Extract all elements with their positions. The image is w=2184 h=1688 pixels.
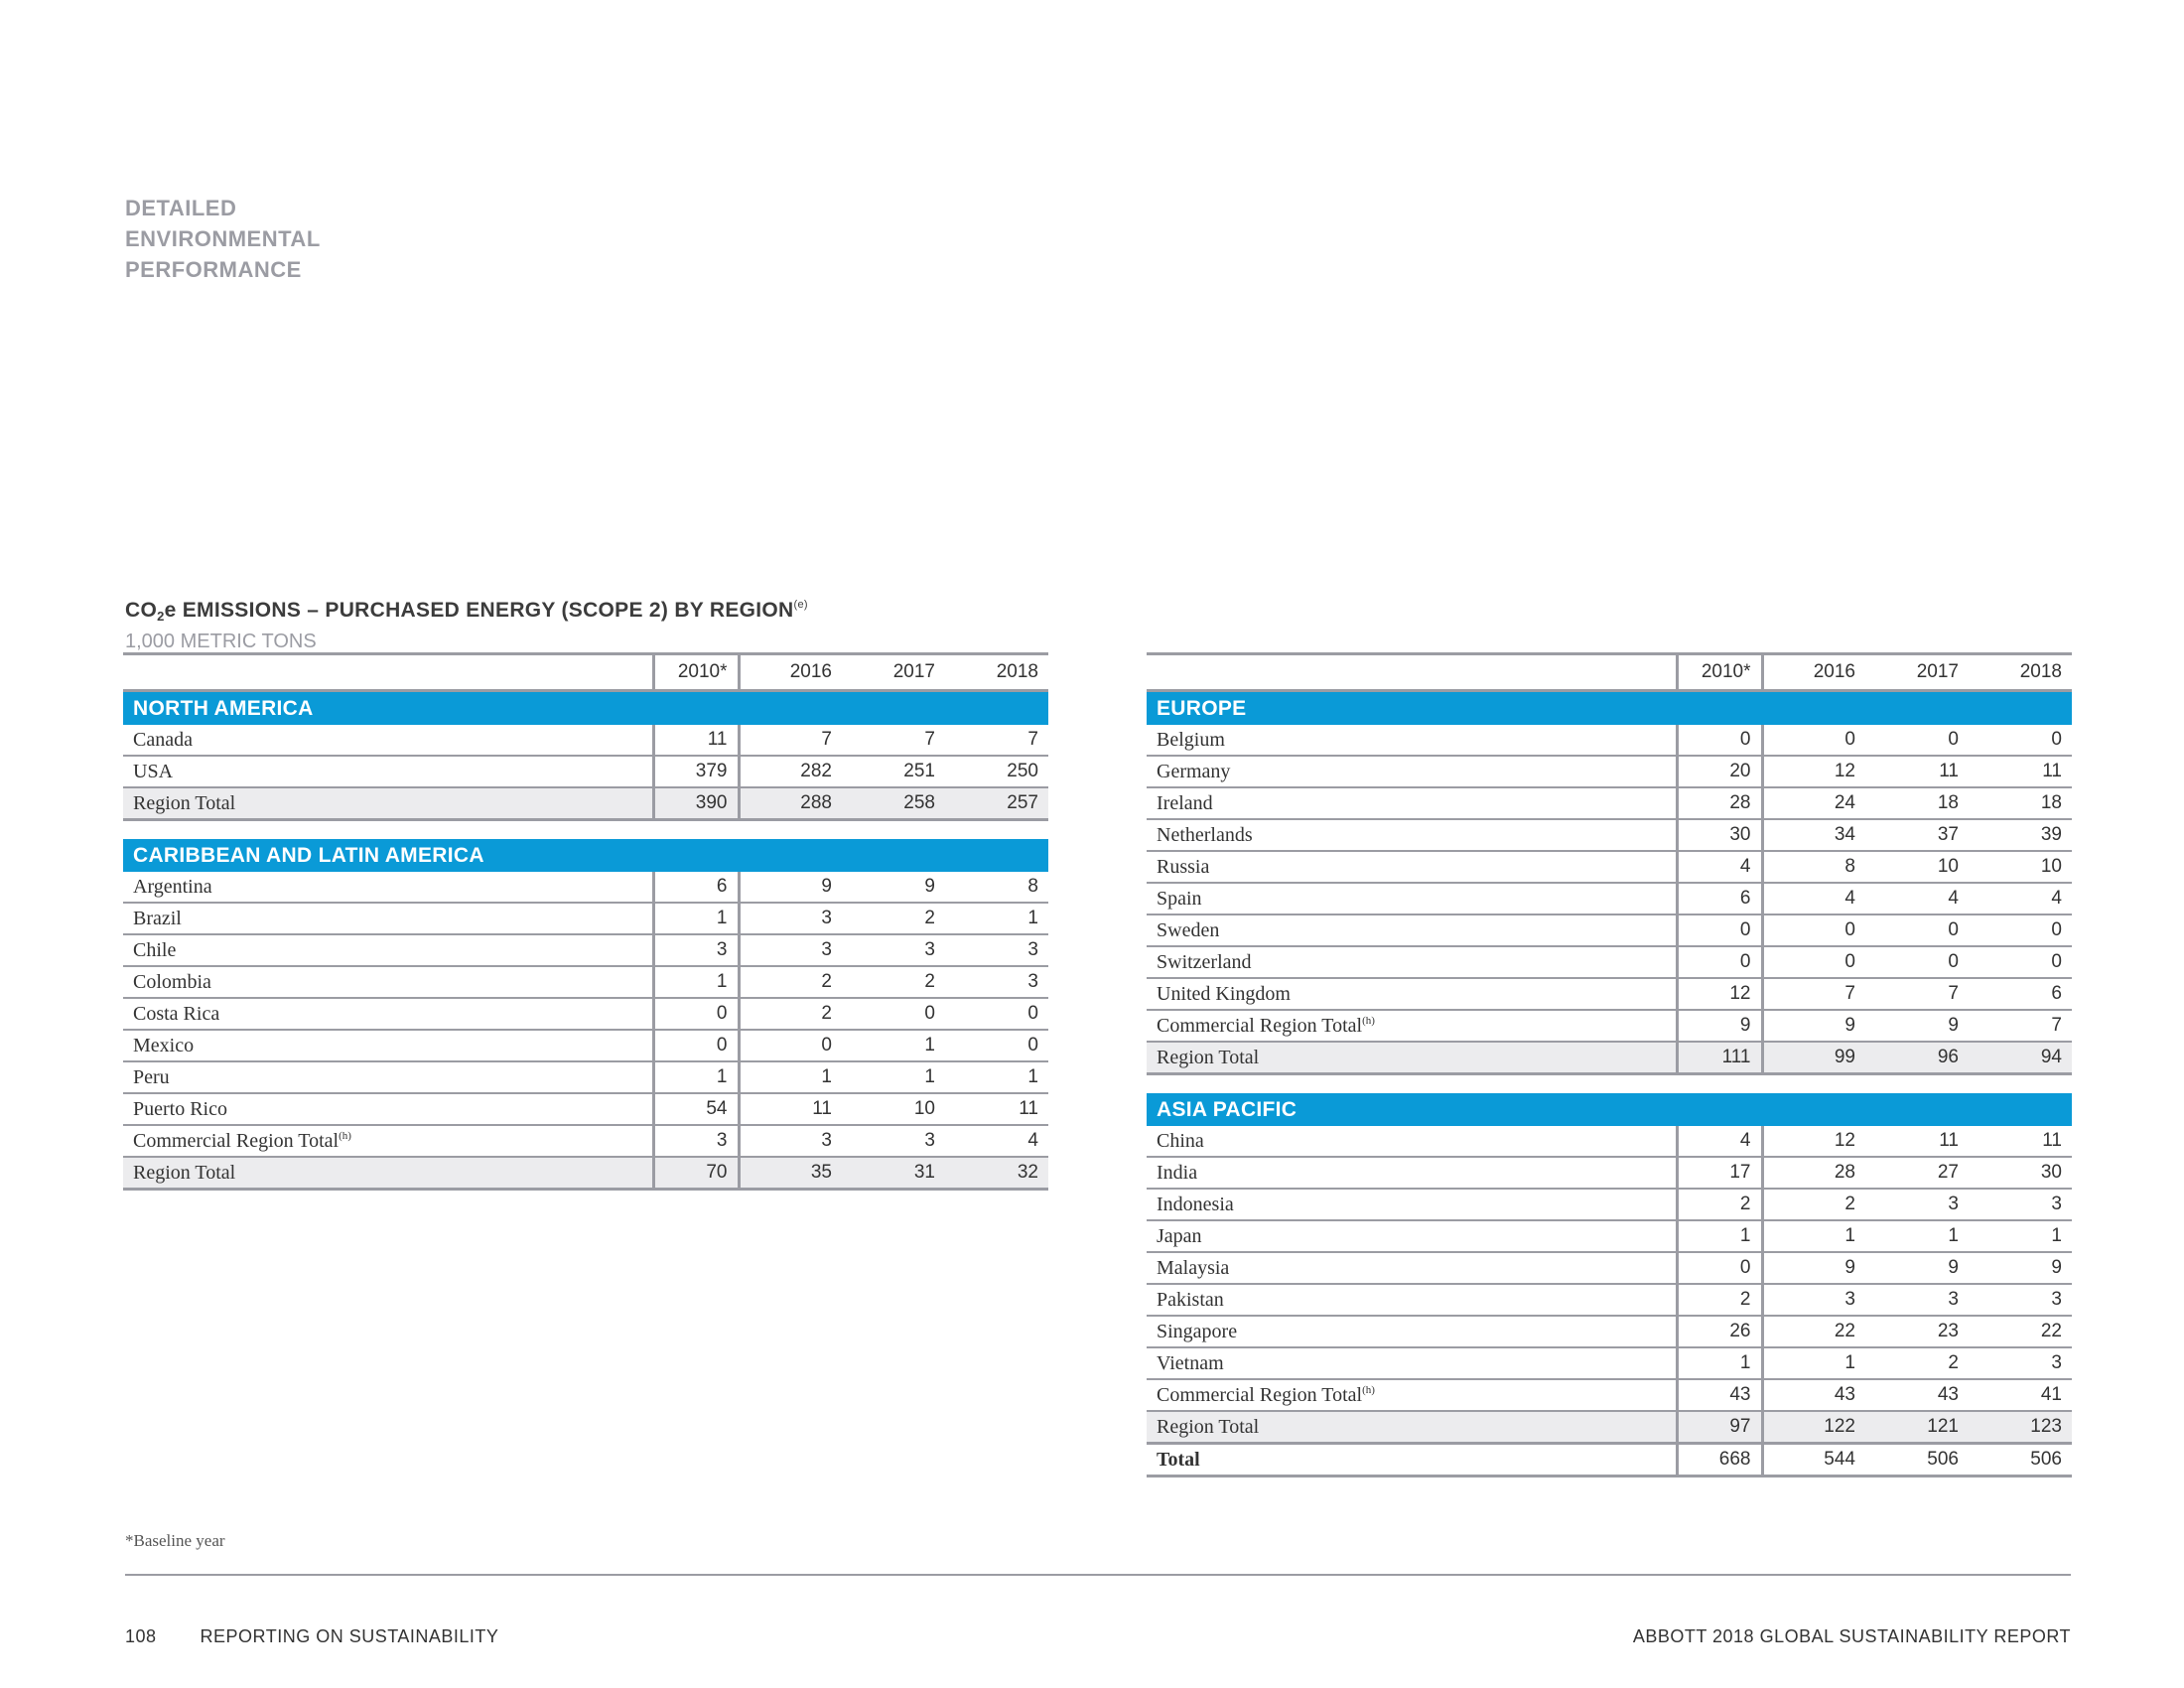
row-label: Peru bbox=[133, 1065, 170, 1088]
header-year: 2016 bbox=[739, 654, 842, 691]
row-label: Brazil bbox=[133, 907, 182, 929]
table-row bbox=[1147, 1157, 2072, 1189]
value-cell: 9 bbox=[1762, 1252, 1865, 1284]
value-cell: 9 bbox=[842, 872, 945, 903]
country-name bbox=[123, 1061, 653, 1093]
region-total-label: Region Total bbox=[1147, 1042, 1677, 1074]
value-cell: 9 bbox=[1762, 1010, 1865, 1042]
value-cell: 0 bbox=[842, 998, 945, 1030]
country-name bbox=[123, 1125, 653, 1157]
value-cell: 9 bbox=[1969, 1252, 2072, 1284]
value-cell: 3 bbox=[739, 1125, 842, 1157]
region-total-value: 97 bbox=[1677, 1411, 1762, 1444]
table-row bbox=[123, 1093, 1048, 1125]
value-cell: 30 bbox=[1677, 819, 1762, 851]
value-cell: 4 bbox=[1677, 1126, 1762, 1157]
value-cell: 11 bbox=[1969, 756, 2072, 787]
table-row bbox=[123, 756, 1048, 787]
header-blank bbox=[1147, 654, 1677, 691]
value-cell: 3 bbox=[1762, 1284, 1865, 1316]
row-label: Germany bbox=[1157, 760, 1231, 782]
table-row bbox=[1147, 978, 2072, 1010]
section-label-line-1: DETAILED bbox=[125, 196, 237, 220]
row-label: Chile bbox=[133, 938, 177, 961]
region-total-row bbox=[1147, 1042, 2072, 1074]
value-cell: 12 bbox=[1677, 978, 1762, 1010]
country-name bbox=[123, 1030, 653, 1061]
value-cell: 18 bbox=[1969, 787, 2072, 819]
region-total-label: Region Total bbox=[123, 1157, 653, 1190]
region-header bbox=[1147, 1093, 2072, 1126]
region-total-value: 94 bbox=[1969, 1042, 2072, 1074]
value-cell: 11 bbox=[739, 1093, 842, 1125]
value-cell: 1 bbox=[653, 966, 739, 998]
region-header bbox=[123, 691, 1048, 726]
country-name bbox=[1147, 756, 1677, 787]
row-label: United Kingdom bbox=[1157, 982, 1291, 1005]
row-label: Commercial Region Total bbox=[1157, 1014, 1363, 1037]
value-cell: 1 bbox=[945, 903, 1048, 934]
region-total-value: 96 bbox=[1865, 1042, 1969, 1074]
value-cell: 1 bbox=[842, 1061, 945, 1093]
country-name bbox=[1147, 1284, 1677, 1316]
value-cell: 43 bbox=[1762, 1379, 1865, 1411]
value-cell: 0 bbox=[1762, 725, 1865, 756]
value-cell: 20 bbox=[1677, 756, 1762, 787]
spacer-cell bbox=[123, 820, 1048, 840]
country-name bbox=[123, 1093, 653, 1125]
value-cell: 24 bbox=[1762, 787, 1865, 819]
region-name: NORTH AMERICA bbox=[123, 691, 1048, 726]
value-cell: 3 bbox=[842, 934, 945, 966]
header-year: 2018 bbox=[945, 654, 1048, 691]
row-label: India bbox=[1157, 1161, 1198, 1184]
value-cell: 11 bbox=[1865, 1126, 1969, 1157]
value-cell: 2 bbox=[842, 966, 945, 998]
region-total-value: 32 bbox=[945, 1157, 1048, 1190]
value-cell: 251 bbox=[842, 756, 945, 787]
value-cell: 1 bbox=[1677, 1347, 1762, 1379]
table-row bbox=[123, 1061, 1048, 1093]
title-co: CO bbox=[125, 599, 158, 622]
region-total-label: Region Total bbox=[1147, 1411, 1677, 1444]
value-cell: 7 bbox=[945, 725, 1048, 756]
table-row bbox=[123, 934, 1048, 966]
right-emissions-table bbox=[1147, 652, 2072, 1477]
table-row bbox=[123, 725, 1048, 756]
value-cell: 2 bbox=[739, 998, 842, 1030]
region-header bbox=[1147, 691, 2072, 726]
country-name bbox=[123, 966, 653, 998]
row-label: Indonesia bbox=[1157, 1193, 1234, 1215]
row-label: Commercial Region Total bbox=[133, 1129, 340, 1152]
country-name bbox=[1147, 1379, 1677, 1411]
country-name bbox=[123, 872, 653, 903]
row-label: Russia bbox=[1157, 855, 1210, 878]
title-subscript: 2 bbox=[157, 609, 165, 624]
value-cell: 26 bbox=[1677, 1316, 1762, 1347]
value-cell: 0 bbox=[945, 998, 1048, 1030]
country-name bbox=[1147, 914, 1677, 946]
region-name: ASIA PACIFIC bbox=[1147, 1093, 2072, 1126]
table-row bbox=[1147, 1010, 2072, 1042]
country-name bbox=[1147, 1189, 1677, 1220]
region-total-value: 31 bbox=[842, 1157, 945, 1190]
value-cell: 1 bbox=[653, 1061, 739, 1093]
row-footnote-ref: (h) bbox=[1362, 1383, 1375, 1396]
region-total-value: 123 bbox=[1969, 1411, 2072, 1444]
table-row bbox=[1147, 1189, 2072, 1220]
value-cell: 0 bbox=[1969, 914, 2072, 946]
region-total-value: 111 bbox=[1677, 1042, 1762, 1074]
row-label: Argentina bbox=[133, 875, 212, 898]
value-cell: 1 bbox=[1969, 1220, 2072, 1252]
value-cell: 10 bbox=[1865, 851, 1969, 883]
value-cell: 7 bbox=[1865, 978, 1969, 1010]
value-cell: 0 bbox=[1677, 1252, 1762, 1284]
country-name bbox=[1147, 883, 1677, 914]
grand-total-value: 544 bbox=[1762, 1444, 1865, 1477]
region-name: CARIBBEAN AND LATIN AMERICA bbox=[123, 839, 1048, 872]
title-text: e EMISSIONS – PURCHASED ENERGY (SCOPE 2) BY REGION bbox=[164, 599, 794, 622]
section-label bbox=[125, 193, 321, 285]
value-cell: 7 bbox=[1762, 978, 1865, 1010]
row-label: USA bbox=[133, 760, 174, 782]
region-header bbox=[123, 839, 1048, 872]
header-year: 2017 bbox=[842, 654, 945, 691]
value-cell: 4 bbox=[1762, 883, 1865, 914]
row-label: Sweden bbox=[1157, 918, 1220, 941]
row-label: Puerto Rico bbox=[133, 1097, 227, 1120]
value-cell: 3 bbox=[1969, 1284, 2072, 1316]
value-cell: 8 bbox=[1762, 851, 1865, 883]
value-cell: 22 bbox=[1762, 1316, 1865, 1347]
value-cell: 8 bbox=[945, 872, 1048, 903]
value-cell: 1 bbox=[1865, 1220, 1969, 1252]
table-row bbox=[123, 1125, 1048, 1157]
table-title bbox=[125, 592, 808, 630]
row-label: Malaysia bbox=[1157, 1256, 1230, 1279]
value-cell: 0 bbox=[1677, 946, 1762, 978]
country-name bbox=[1147, 1316, 1677, 1347]
title-footnote-ref: (e) bbox=[793, 599, 808, 611]
footer-left bbox=[125, 1626, 498, 1647]
value-cell: 1 bbox=[842, 1030, 945, 1061]
value-cell: 282 bbox=[739, 756, 842, 787]
country-name bbox=[123, 756, 653, 787]
value-cell: 1 bbox=[1762, 1347, 1865, 1379]
value-cell: 28 bbox=[1762, 1157, 1865, 1189]
value-cell: 11 bbox=[945, 1093, 1048, 1125]
table-row bbox=[1147, 946, 2072, 978]
value-cell: 9 bbox=[1677, 1010, 1762, 1042]
value-cell: 3 bbox=[842, 1125, 945, 1157]
region-total-value: 122 bbox=[1762, 1411, 1865, 1444]
header-year: 2010* bbox=[1677, 654, 1762, 691]
value-cell: 0 bbox=[1677, 725, 1762, 756]
value-cell: 4 bbox=[1865, 883, 1969, 914]
table-row bbox=[123, 872, 1048, 903]
grand-total-value: 668 bbox=[1677, 1444, 1762, 1477]
value-cell: 17 bbox=[1677, 1157, 1762, 1189]
value-cell: 2 bbox=[739, 966, 842, 998]
value-cell: 1 bbox=[1762, 1220, 1865, 1252]
row-label: Vietnam bbox=[1157, 1351, 1224, 1374]
value-cell: 379 bbox=[653, 756, 739, 787]
grand-total-label: Total bbox=[1147, 1444, 1677, 1477]
region-total-value: 70 bbox=[653, 1157, 739, 1190]
value-cell: 12 bbox=[1762, 1126, 1865, 1157]
country-name bbox=[1147, 946, 1677, 978]
table-row bbox=[1147, 1316, 2072, 1347]
value-cell: 0 bbox=[653, 1030, 739, 1061]
country-name bbox=[123, 903, 653, 934]
table-row bbox=[1147, 1284, 2072, 1316]
table-row bbox=[1147, 756, 2072, 787]
value-cell: 1 bbox=[739, 1061, 842, 1093]
region-total-value: 257 bbox=[945, 787, 1048, 820]
value-cell: 7 bbox=[739, 725, 842, 756]
value-cell: 0 bbox=[653, 998, 739, 1030]
value-cell: 2 bbox=[1677, 1189, 1762, 1220]
country-name bbox=[1147, 1220, 1677, 1252]
table-row bbox=[1147, 914, 2072, 946]
row-label: Canada bbox=[133, 728, 193, 751]
value-cell: 4 bbox=[1677, 851, 1762, 883]
value-cell: 4 bbox=[945, 1125, 1048, 1157]
table-row bbox=[123, 966, 1048, 998]
value-cell: 10 bbox=[842, 1093, 945, 1125]
value-cell: 3 bbox=[1865, 1189, 1969, 1220]
region-total-value: 258 bbox=[842, 787, 945, 820]
country-name bbox=[123, 998, 653, 1030]
value-cell: 1 bbox=[1677, 1220, 1762, 1252]
section-label-line-2: ENVIRONMENTAL bbox=[125, 226, 321, 251]
value-cell: 9 bbox=[1865, 1010, 1969, 1042]
region-spacer bbox=[1147, 1074, 2072, 1094]
table-title-block bbox=[125, 592, 808, 653]
header-year: 2016 bbox=[1762, 654, 1865, 691]
value-cell: 41 bbox=[1969, 1379, 2072, 1411]
year-header-row bbox=[123, 654, 1048, 691]
value-cell: 250 bbox=[945, 756, 1048, 787]
row-footnote-ref: (h) bbox=[339, 1129, 351, 1142]
row-footnote-ref: (h) bbox=[1362, 1014, 1375, 1027]
grand-total-row bbox=[1147, 1444, 2072, 1477]
value-cell: 9 bbox=[1865, 1252, 1969, 1284]
value-cell: 3 bbox=[945, 966, 1048, 998]
value-cell: 0 bbox=[739, 1030, 842, 1061]
region-name: EUROPE bbox=[1147, 691, 2072, 726]
value-cell: 11 bbox=[1969, 1126, 2072, 1157]
value-cell: 3 bbox=[945, 934, 1048, 966]
value-cell: 3 bbox=[653, 1125, 739, 1157]
value-cell: 1 bbox=[945, 1061, 1048, 1093]
header-year: 2010* bbox=[653, 654, 739, 691]
value-cell: 7 bbox=[1969, 1010, 2072, 1042]
section-label-line-3: PERFORMANCE bbox=[125, 257, 302, 282]
country-name bbox=[1147, 1010, 1677, 1042]
country-name bbox=[1147, 1347, 1677, 1379]
row-label: Japan bbox=[1157, 1224, 1202, 1247]
row-label: Singapore bbox=[1157, 1320, 1238, 1342]
value-cell: 9 bbox=[739, 872, 842, 903]
region-total-value: 390 bbox=[653, 787, 739, 820]
year-header-row bbox=[1147, 654, 2072, 691]
region-total-value: 99 bbox=[1762, 1042, 1865, 1074]
value-cell: 2 bbox=[842, 903, 945, 934]
table-row bbox=[1147, 1126, 2072, 1157]
footer-section: REPORTING ON SUSTAINABILITY bbox=[200, 1626, 499, 1646]
value-cell: 1 bbox=[653, 903, 739, 934]
country-name bbox=[1147, 725, 1677, 756]
table-row bbox=[1147, 787, 2072, 819]
value-cell: 43 bbox=[1865, 1379, 1969, 1411]
value-cell: 0 bbox=[1677, 914, 1762, 946]
value-cell: 23 bbox=[1865, 1316, 1969, 1347]
region-total-value: 121 bbox=[1865, 1411, 1969, 1444]
row-label: China bbox=[1157, 1129, 1204, 1152]
region-total-value: 288 bbox=[739, 787, 842, 820]
value-cell: 6 bbox=[1677, 883, 1762, 914]
table-row bbox=[123, 998, 1048, 1030]
table-row bbox=[1147, 725, 2072, 756]
country-name bbox=[1147, 819, 1677, 851]
grand-total-value: 506 bbox=[1969, 1444, 2072, 1477]
value-cell: 6 bbox=[653, 872, 739, 903]
value-cell: 0 bbox=[1969, 946, 2072, 978]
value-cell: 0 bbox=[1762, 946, 1865, 978]
row-label: Commercial Region Total bbox=[1157, 1383, 1363, 1406]
value-cell: 39 bbox=[1969, 819, 2072, 851]
row-label: Netherlands bbox=[1157, 823, 1253, 846]
row-label: Belgium bbox=[1157, 728, 1225, 751]
left-emissions-table bbox=[123, 652, 1048, 1191]
value-cell: 3 bbox=[1969, 1347, 2072, 1379]
table-row bbox=[123, 1030, 1048, 1061]
table-row bbox=[1147, 1379, 2072, 1411]
value-cell: 30 bbox=[1969, 1157, 2072, 1189]
table-row bbox=[1147, 883, 2072, 914]
row-label: Ireland bbox=[1157, 791, 1213, 814]
table-row bbox=[1147, 1252, 2072, 1284]
table-row bbox=[1147, 1220, 2072, 1252]
table-row bbox=[1147, 819, 2072, 851]
value-cell: 0 bbox=[1969, 725, 2072, 756]
value-cell: 4 bbox=[1969, 883, 2072, 914]
value-cell: 37 bbox=[1865, 819, 1969, 851]
value-cell: 27 bbox=[1865, 1157, 1969, 1189]
value-cell: 10 bbox=[1969, 851, 2072, 883]
value-cell: 2 bbox=[1865, 1347, 1969, 1379]
country-name bbox=[1147, 851, 1677, 883]
row-label: Pakistan bbox=[1157, 1288, 1224, 1311]
row-label: Switzerland bbox=[1157, 950, 1252, 973]
row-label: Costa Rica bbox=[133, 1002, 220, 1025]
spacer-cell bbox=[1147, 1074, 2072, 1094]
footer-divider bbox=[125, 1574, 2071, 1576]
value-cell: 11 bbox=[1865, 756, 1969, 787]
table-row bbox=[123, 903, 1048, 934]
value-cell: 0 bbox=[1762, 914, 1865, 946]
value-cell: 18 bbox=[1865, 787, 1969, 819]
region-total-row bbox=[1147, 1411, 2072, 1444]
value-cell: 11 bbox=[653, 725, 739, 756]
region-total-label: Region Total bbox=[123, 787, 653, 820]
table-row bbox=[1147, 851, 2072, 883]
table-units: 1,000 METRIC TONS bbox=[125, 631, 317, 652]
country-name bbox=[1147, 1126, 1677, 1157]
header-year: 2017 bbox=[1865, 654, 1969, 691]
footnote: *Baseline year bbox=[125, 1531, 225, 1550]
country-name bbox=[123, 934, 653, 966]
value-cell: 0 bbox=[1865, 914, 1969, 946]
value-cell: 22 bbox=[1969, 1316, 2072, 1347]
value-cell: 43 bbox=[1677, 1379, 1762, 1411]
value-cell: 54 bbox=[653, 1093, 739, 1125]
value-cell: 3 bbox=[1969, 1189, 2072, 1220]
value-cell: 7 bbox=[842, 725, 945, 756]
country-name bbox=[1147, 1252, 1677, 1284]
value-cell: 34 bbox=[1762, 819, 1865, 851]
country-name bbox=[1147, 978, 1677, 1010]
value-cell: 2 bbox=[1762, 1189, 1865, 1220]
country-name bbox=[1147, 1157, 1677, 1189]
value-cell: 3 bbox=[739, 903, 842, 934]
value-cell: 3 bbox=[739, 934, 842, 966]
country-name bbox=[1147, 787, 1677, 819]
value-cell: 0 bbox=[945, 1030, 1048, 1061]
footer-report-title: ABBOTT 2018 GLOBAL SUSTAINABILITY REPORT bbox=[1632, 1626, 2071, 1646]
value-cell: 28 bbox=[1677, 787, 1762, 819]
value-cell: 0 bbox=[1865, 725, 1969, 756]
header-year: 2018 bbox=[1969, 654, 2072, 691]
value-cell: 2 bbox=[1677, 1284, 1762, 1316]
region-spacer bbox=[123, 820, 1048, 840]
value-cell: 0 bbox=[1865, 946, 1969, 978]
header-blank bbox=[123, 654, 653, 691]
page-number: 108 bbox=[125, 1626, 157, 1646]
region-total-value: 35 bbox=[739, 1157, 842, 1190]
value-cell: 6 bbox=[1969, 978, 2072, 1010]
value-cell: 12 bbox=[1762, 756, 1865, 787]
row-label: Mexico bbox=[133, 1034, 195, 1056]
region-total-row bbox=[123, 1157, 1048, 1190]
region-total-row bbox=[123, 787, 1048, 820]
row-label: Spain bbox=[1157, 887, 1202, 910]
country-name bbox=[123, 725, 653, 756]
row-label: Colombia bbox=[133, 970, 211, 993]
value-cell: 3 bbox=[653, 934, 739, 966]
value-cell: 3 bbox=[1865, 1284, 1969, 1316]
table-row bbox=[1147, 1347, 2072, 1379]
grand-total-value: 506 bbox=[1865, 1444, 1969, 1477]
